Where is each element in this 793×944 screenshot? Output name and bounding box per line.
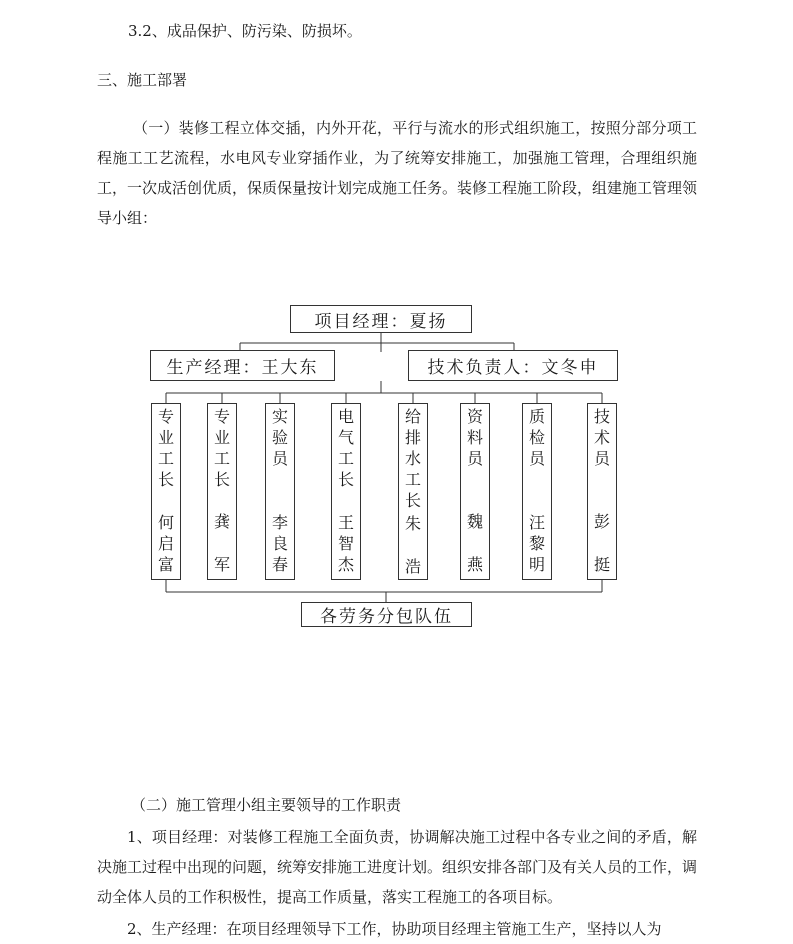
org-member-role: 实 验 员: [271, 407, 288, 468]
org-box-production-manager: 生产经理：王大东: [150, 350, 335, 381]
org-member-name: 彭 挺: [593, 512, 610, 574]
org-member-column: [398, 403, 428, 580]
org-member-name: 朱 浩: [404, 514, 421, 576]
org-member-name: 汪 黎 明: [528, 513, 545, 574]
paragraph-project-manager-duties: 1、项目经理：对装修工程施工全面负责，协调解决施工过程中各专业之间的矛盾，解决施工过程中出现的问题，统筹安排施工进度计划。组织安排各部门及有关人员的工作，调动全体人员的工作积极性，提高工作质量，落实工程施工的各项目标。: [97, 828, 698, 906]
org-member-name: 王 智 杰: [337, 513, 354, 574]
org-member-column: [265, 403, 295, 580]
org-member-role: 专 业 工 长: [213, 407, 230, 489]
org-member-name: 龚 军: [213, 512, 230, 574]
org-box-technical-lead: 技术负责人：文冬申: [408, 350, 618, 381]
org-member-name: 何 启 富: [157, 513, 174, 574]
org-member-column: [151, 403, 181, 580]
paragraph-deployment: （一）装修工程立体交插，内外开花，平行与流水的形式组织施工，按照分部分项工程施工工艺流程，水电风专业穿插作业，为了统筹安排施工，加强施工管理，合理组织施工，一次成活创优质，保质保量按计划完成施工任务。装修工程施工阶段，组建施工管理领导小组：: [97, 119, 698, 227]
org-member-role: 技 术 员: [593, 407, 610, 468]
org-member-name: 魏 燕: [466, 512, 483, 574]
org-member-column: [460, 403, 490, 580]
org-member-column: [331, 403, 361, 580]
section-heading-3-2: 3.2、成品保护、防污染、防损坏。: [128, 22, 362, 40]
section-heading-construction-deployment: 三、施工部署: [97, 71, 188, 89]
org-box-labor-subcontractors: 各劳务分包队伍: [301, 602, 472, 627]
org-box-project-manager: 项目经理：夏扬: [290, 305, 472, 333]
org-member-column: [587, 403, 617, 580]
org-member-role: 资 料 员: [466, 407, 483, 468]
org-member-role: 给 排 水 工 长: [404, 407, 421, 510]
section-heading-duties: （二）施工管理小组主要领导的工作职责: [131, 796, 402, 814]
org-member-name: 李 良 春: [271, 513, 288, 574]
org-member-role: 质 检 员: [528, 407, 545, 468]
org-member-role: 专 业 工 长: [157, 407, 174, 489]
paragraph-production-manager-duties: 2、生产经理：在项目经理领导下工作，协助项目经理主管施工生产，坚持以人为: [127, 920, 662, 938]
org-member-column: [522, 403, 552, 580]
org-member-role: 电 气 工 长: [337, 407, 354, 489]
org-member-column: [207, 403, 237, 580]
